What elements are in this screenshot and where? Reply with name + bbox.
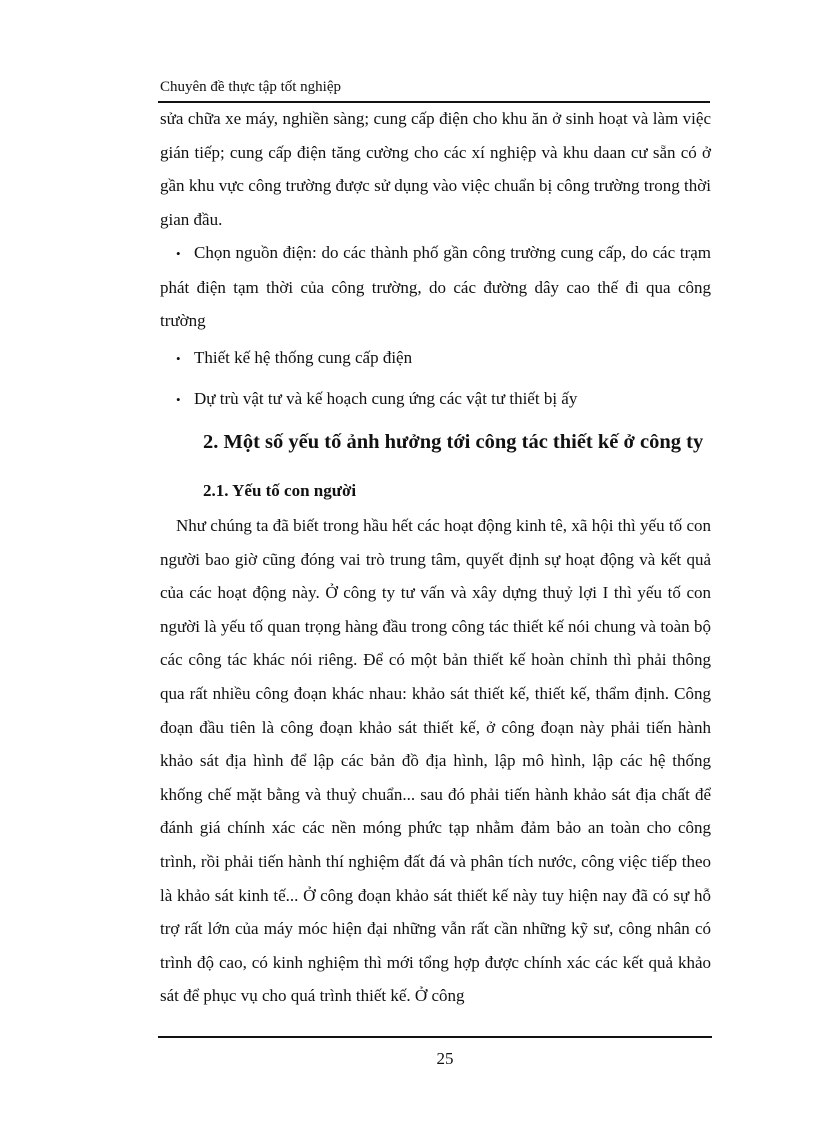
bullet-icon: • — [176, 246, 181, 261]
bullet-icon: • — [176, 392, 181, 407]
paragraph-continued: sửa chữa xe máy, nghiền sàng; cung cấp điện cho khu ăn ở sinh hoạt và làm việc gián tiếp; cung cấp điện tăng cường cho các xí nghiệp và khu daan cư sẵn có ở gần khu vực công trường được sử dụng vào việc chuẩn bị công trường trong thời gian đầu. — [160, 109, 711, 229]
bullet-icon: • — [176, 351, 181, 366]
page-number: 25 — [436, 1049, 454, 1068]
bullet-item-power-system-design — [160, 341, 711, 376]
section-heading: 2. Một số yếu tố ảnh hưởng tới công tác thiết kế ở công ty — [203, 431, 704, 453]
bullet-text: Thiết kế hệ thống cung cấp điện — [194, 348, 413, 367]
bullet-text: Dự trù vật tư và kế hoạch cung ứng các vật tư thiết bị ấy — [194, 389, 578, 408]
bullet-item-power-source — [160, 236, 711, 338]
running-header: Chuyên đề thực tập tốt nghiệp — [160, 79, 342, 95]
bullet-text: Chọn nguồn điện: do các thành phố gần công trường cung cấp, do các trạm phát điện tạm thời của công trường, do các đường dây cao thế đi qua công trường — [160, 243, 711, 331]
subsection-heading: 2.1. Yếu tố con người — [203, 481, 357, 500]
paragraph-human-factor: Như chúng ta đã biết trong hầu hết các hoạt động kinh tê, xã hội thì yếu tố con người bao giờ cũng đóng vai trò trung tâm, quyết định sự hoạt động và kết quả của các hoạt động này. Ở công ty tư vấn và xây dựng thuỷ lợi I thì yếu tố con người là yếu tố quan trọng hàng đầu trong công tác thiết kế nói chung và toàn bộ các công tác khác nói riêng. Để có một bản thiết kế hoàn chỉnh thì phải thông qua rất nhiều công đoạn khác nhau: khảo sát thiết kế, thiết kế, thẩm định. Công đoạn đầu tiên là công đoạn khảo sát thiết kế, ở công đoạn này phải tiến hành khảo sát địa hình để lập các bản đồ địa hình, lập mô hình, lập các hệ thống khống chế mặt bằng và thuỷ chuẩn... sau đó phải tiến hành khảo sát địa chất để đánh giá chính xác các nền móng phức tạp nhằm đảm bảo an toàn cho công trình, rồi phải tiến hành thí nghiệm đất đá và phân tích nước, công việc tiếp theo là khảo sát kinh tế... Ở công đoạn khảo sát thiết kế này tuy hiện nay đã có sự hỗ trợ rất lớn của máy móc hiện đại những vẫn rất cần những kỹ sư, công nhân có trình độ cao, có kinh nghiệm thì mới tổng hợp được chính xác các kết quả khảo sát để phục vụ cho quá trình thiết kế. Ở công — [160, 516, 711, 1006]
bullet-item-material-planning — [160, 382, 711, 417]
footer-divider — [158, 1036, 712, 1038]
